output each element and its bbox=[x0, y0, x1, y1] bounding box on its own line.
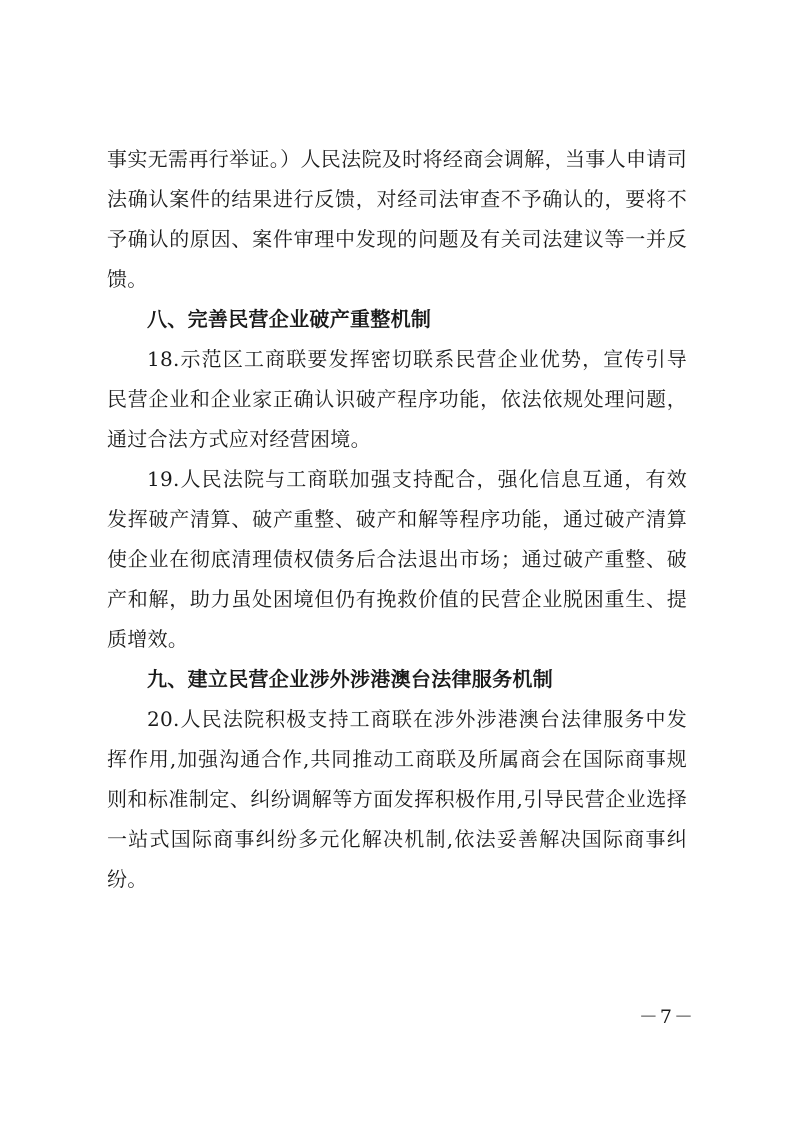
section-heading-8: 八、完善民营企业破产重整机制 bbox=[147, 307, 432, 331]
section-heading-9: 九、建立民营企业涉外涉港澳台法律服务机制 bbox=[147, 667, 553, 691]
paragraph-19: 19.人民法院与工商联加强支持配合，强化信息互通，有效发挥破产清算、破产重整、破产和解等程序功能，通过破产清算使企业在彻底清理债权债务后合法退出市场；通过破产重整、破产和解，助力虽处困境但仍有挽救价值的民营企业脱困重生、提质增效。 bbox=[107, 467, 687, 651]
paragraph-continuation: 事实无需再行举证。）人民法院及时将经商会调解，当事人申请司法确认案件的结果进行反馈，对经司法审查不予确认的，要将不予确认的原因、案件审理中发现的问题及有关司法建议等一并反馈。 bbox=[107, 147, 687, 291]
paragraph-18: 18.示范区工商联要发挥密切联系民营企业优势，宣传引导民营企业和企业家正确认识破产程序功能，依法依规处理问题，通过合法方式应对经营困境。 bbox=[107, 347, 687, 451]
paragraph-20: 20.人民法院积极支持工商联在涉外涉港澳台法律服务中发挥作用,加强沟通合作,共同推动工商联及所属商会在国际商事规则和标准制定、纠纷调解等方面发挥积极作用,引导民营企业选择一站式国际商事纠纷多元化解决机制,依法妥善解决国际商事纠纷。 bbox=[107, 707, 687, 891]
page-number: －7－ bbox=[638, 1006, 695, 1028]
document-body bbox=[107, 139, 687, 899]
